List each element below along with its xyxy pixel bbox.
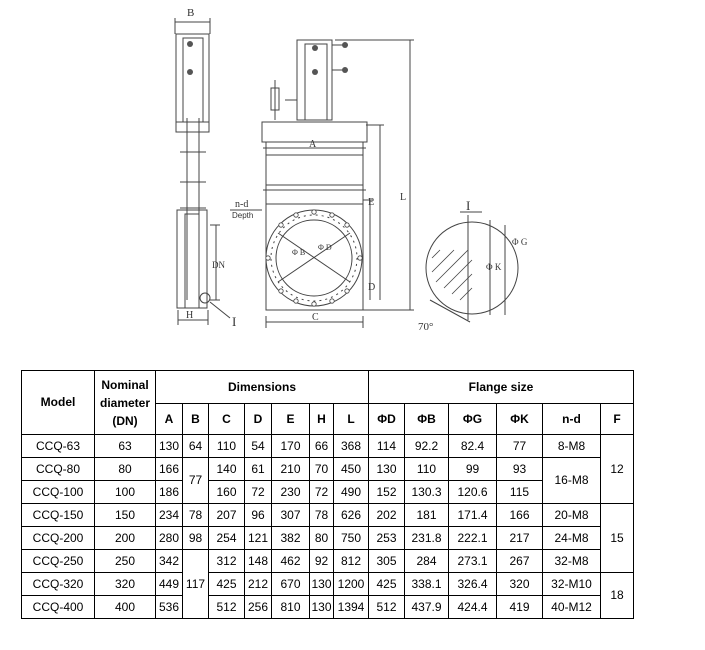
cell-l: 812	[334, 550, 369, 573]
cell-nd: 40-M12	[543, 596, 601, 619]
table-row	[22, 481, 634, 504]
cell-b: 98	[183, 527, 209, 550]
cell-f: 15	[601, 504, 634, 573]
cell-phib: 181	[405, 504, 449, 527]
table-row	[22, 527, 634, 550]
header-row-1	[22, 371, 634, 404]
nominal-line-3: (DN)	[112, 413, 138, 428]
cell-a: 280	[156, 527, 183, 550]
cell-e: 462	[272, 550, 310, 573]
dim-label-phiK: Φ K	[486, 262, 502, 272]
cell-f: 18	[601, 573, 634, 619]
specification-table	[21, 370, 634, 619]
cell-c: 425	[209, 573, 245, 596]
dim-label-L: L	[400, 192, 407, 203]
cell-model: CCQ-63	[22, 435, 95, 458]
col-header-phiK: ΦK	[497, 404, 543, 435]
cell-l: 626	[334, 504, 369, 527]
cell-phig: 171.4	[449, 504, 497, 527]
cell-h: 66	[310, 435, 334, 458]
cell-l: 1394	[334, 596, 369, 619]
cell-a: 130	[156, 435, 183, 458]
dim-label-B: B	[187, 7, 195, 19]
cell-phik: 217	[497, 527, 543, 550]
cell-phig: 222.1	[449, 527, 497, 550]
cell-d: 121	[245, 527, 272, 550]
cell-model: CCQ-200	[22, 527, 95, 550]
cell-dn: 320	[95, 573, 156, 596]
cell-c: 207	[209, 504, 245, 527]
col-header-model: Model	[22, 371, 95, 435]
cell-phid: 512	[369, 596, 405, 619]
cell-phig: 99	[449, 458, 497, 481]
dim-label-nd: n-d	[235, 199, 249, 210]
cell-d: 61	[245, 458, 272, 481]
cell-c: 312	[209, 550, 245, 573]
dim-label-DN: DN	[212, 260, 225, 270]
cell-phib: 437.9	[405, 596, 449, 619]
cell-l: 1200	[334, 573, 369, 596]
col-header-D: D	[245, 404, 272, 435]
cell-phik: 419	[497, 596, 543, 619]
cell-l: 750	[334, 527, 369, 550]
cell-l: 450	[334, 458, 369, 481]
table-row	[22, 504, 634, 527]
cell-phik: 115	[497, 481, 543, 504]
cell-phid: 425	[369, 573, 405, 596]
cell-dn: 150	[95, 504, 156, 527]
cell-h: 130	[310, 596, 334, 619]
cell-d: 212	[245, 573, 272, 596]
nominal-line-2: diameter	[99, 395, 151, 410]
cell-b: 77	[183, 458, 209, 504]
table-row	[22, 573, 634, 596]
cell-phib: 130.3	[405, 481, 449, 504]
cell-l: 368	[334, 435, 369, 458]
cell-h: 92	[310, 550, 334, 573]
cell-dn: 63	[95, 435, 156, 458]
cell-phig: 273.1	[449, 550, 497, 573]
cell-model: CCQ-100	[22, 481, 95, 504]
cell-phig: 326.4	[449, 573, 497, 596]
cell-h: 72	[310, 481, 334, 504]
cell-e: 810	[272, 596, 310, 619]
cell-dn: 100	[95, 481, 156, 504]
col-header-phiD: ΦD	[369, 404, 405, 435]
cell-a: 536	[156, 596, 183, 619]
detail-marker-I: I	[232, 314, 237, 329]
cell-phid: 130	[369, 458, 405, 481]
dim-label-H: H	[186, 310, 194, 321]
cell-phib: 338.1	[405, 573, 449, 596]
cell-phid: 253	[369, 527, 405, 550]
cell-h: 130	[310, 573, 334, 596]
detail-title-I: I	[466, 198, 471, 213]
col-header-C: C	[209, 404, 245, 435]
cell-phik: 77	[497, 435, 543, 458]
cell-phib: 92.2	[405, 435, 449, 458]
cell-phid: 114	[369, 435, 405, 458]
cell-phib: 110	[405, 458, 449, 481]
cell-d: 96	[245, 504, 272, 527]
col-header-phiG: ΦG	[449, 404, 497, 435]
cell-nd: 32-M8	[543, 550, 601, 573]
cell-a: 166	[156, 458, 183, 481]
cell-d: 72	[245, 481, 272, 504]
cell-dn: 80	[95, 458, 156, 481]
cell-phib: 231.8	[405, 527, 449, 550]
cell-a: 234	[156, 504, 183, 527]
cell-nd: 24-M8	[543, 527, 601, 550]
table-row	[22, 550, 634, 573]
cell-e: 670	[272, 573, 310, 596]
cell-d: 54	[245, 435, 272, 458]
cell-e: 230	[272, 481, 310, 504]
cell-phik: 267	[497, 550, 543, 573]
cell-dn: 250	[95, 550, 156, 573]
nominal-line-1: Nominal	[101, 377, 149, 392]
cell-h: 78	[310, 504, 334, 527]
cell-phig: 424.4	[449, 596, 497, 619]
cell-e: 210	[272, 458, 310, 481]
cell-c: 160	[209, 481, 245, 504]
cell-model: CCQ-320	[22, 573, 95, 596]
col-header-nominal	[95, 371, 156, 435]
cell-e: 170	[272, 435, 310, 458]
cell-a: 186	[156, 481, 183, 504]
dim-label-C: C	[312, 312, 319, 323]
cell-dn: 400	[95, 596, 156, 619]
col-header-H: H	[310, 404, 334, 435]
cell-nd: 16-M8	[543, 458, 601, 504]
cell-nd: 32-M10	[543, 573, 601, 596]
cell-e: 307	[272, 504, 310, 527]
cell-b: 64	[183, 435, 209, 458]
dim-label-E: E	[368, 197, 375, 208]
group-header-flange: Flange size	[369, 371, 634, 404]
dim-label-phiB: Φ B	[292, 248, 306, 257]
cell-phid: 305	[369, 550, 405, 573]
col-header-B: B	[183, 404, 209, 435]
cell-model: CCQ-80	[22, 458, 95, 481]
col-header-phiB: ΦB	[405, 404, 449, 435]
col-header-E: E	[272, 404, 310, 435]
dim-label-phiD: Φ D	[318, 243, 332, 252]
cell-e: 382	[272, 527, 310, 550]
dim-label-phiG: Φ G	[512, 237, 528, 247]
cell-d: 256	[245, 596, 272, 619]
dim-label-depth: Depth	[232, 211, 254, 220]
cell-a: 449	[156, 573, 183, 596]
angle-label: 70°	[418, 321, 434, 333]
cell-h: 80	[310, 527, 334, 550]
cell-phid: 202	[369, 504, 405, 527]
cell-c: 512	[209, 596, 245, 619]
table-row	[22, 435, 634, 458]
table-body	[22, 371, 634, 619]
group-header-dimensions: Dimensions	[156, 371, 369, 404]
cell-phik: 320	[497, 573, 543, 596]
cell-phib: 284	[405, 550, 449, 573]
cell-model: CCQ-250	[22, 550, 95, 573]
cell-b: 117	[183, 550, 209, 619]
dim-label-D: D	[368, 282, 376, 293]
col-header-nd: n-d	[543, 404, 601, 435]
cell-f: 12	[601, 435, 634, 504]
cell-phig: 120.6	[449, 481, 497, 504]
cell-nd: 8-M8	[543, 435, 601, 458]
cell-phid: 152	[369, 481, 405, 504]
cell-h: 70	[310, 458, 334, 481]
cell-dn: 200	[95, 527, 156, 550]
table-row	[22, 458, 634, 481]
table-row	[22, 596, 634, 619]
cell-c: 110	[209, 435, 245, 458]
cell-c: 254	[209, 527, 245, 550]
cell-a: 342	[156, 550, 183, 573]
cell-model: CCQ-150	[22, 504, 95, 527]
cell-phik: 93	[497, 458, 543, 481]
col-header-L: L	[334, 404, 369, 435]
cell-phig: 82.4	[449, 435, 497, 458]
cell-nd: 20-M8	[543, 504, 601, 527]
cell-d: 148	[245, 550, 272, 573]
col-header-F: F	[601, 404, 634, 435]
col-header-A: A	[156, 404, 183, 435]
dim-label-A: A	[309, 139, 317, 150]
cell-phik: 166	[497, 504, 543, 527]
cell-c: 140	[209, 458, 245, 481]
cell-l: 490	[334, 481, 369, 504]
cell-b: 78	[183, 504, 209, 527]
cell-model: CCQ-400	[22, 596, 95, 619]
